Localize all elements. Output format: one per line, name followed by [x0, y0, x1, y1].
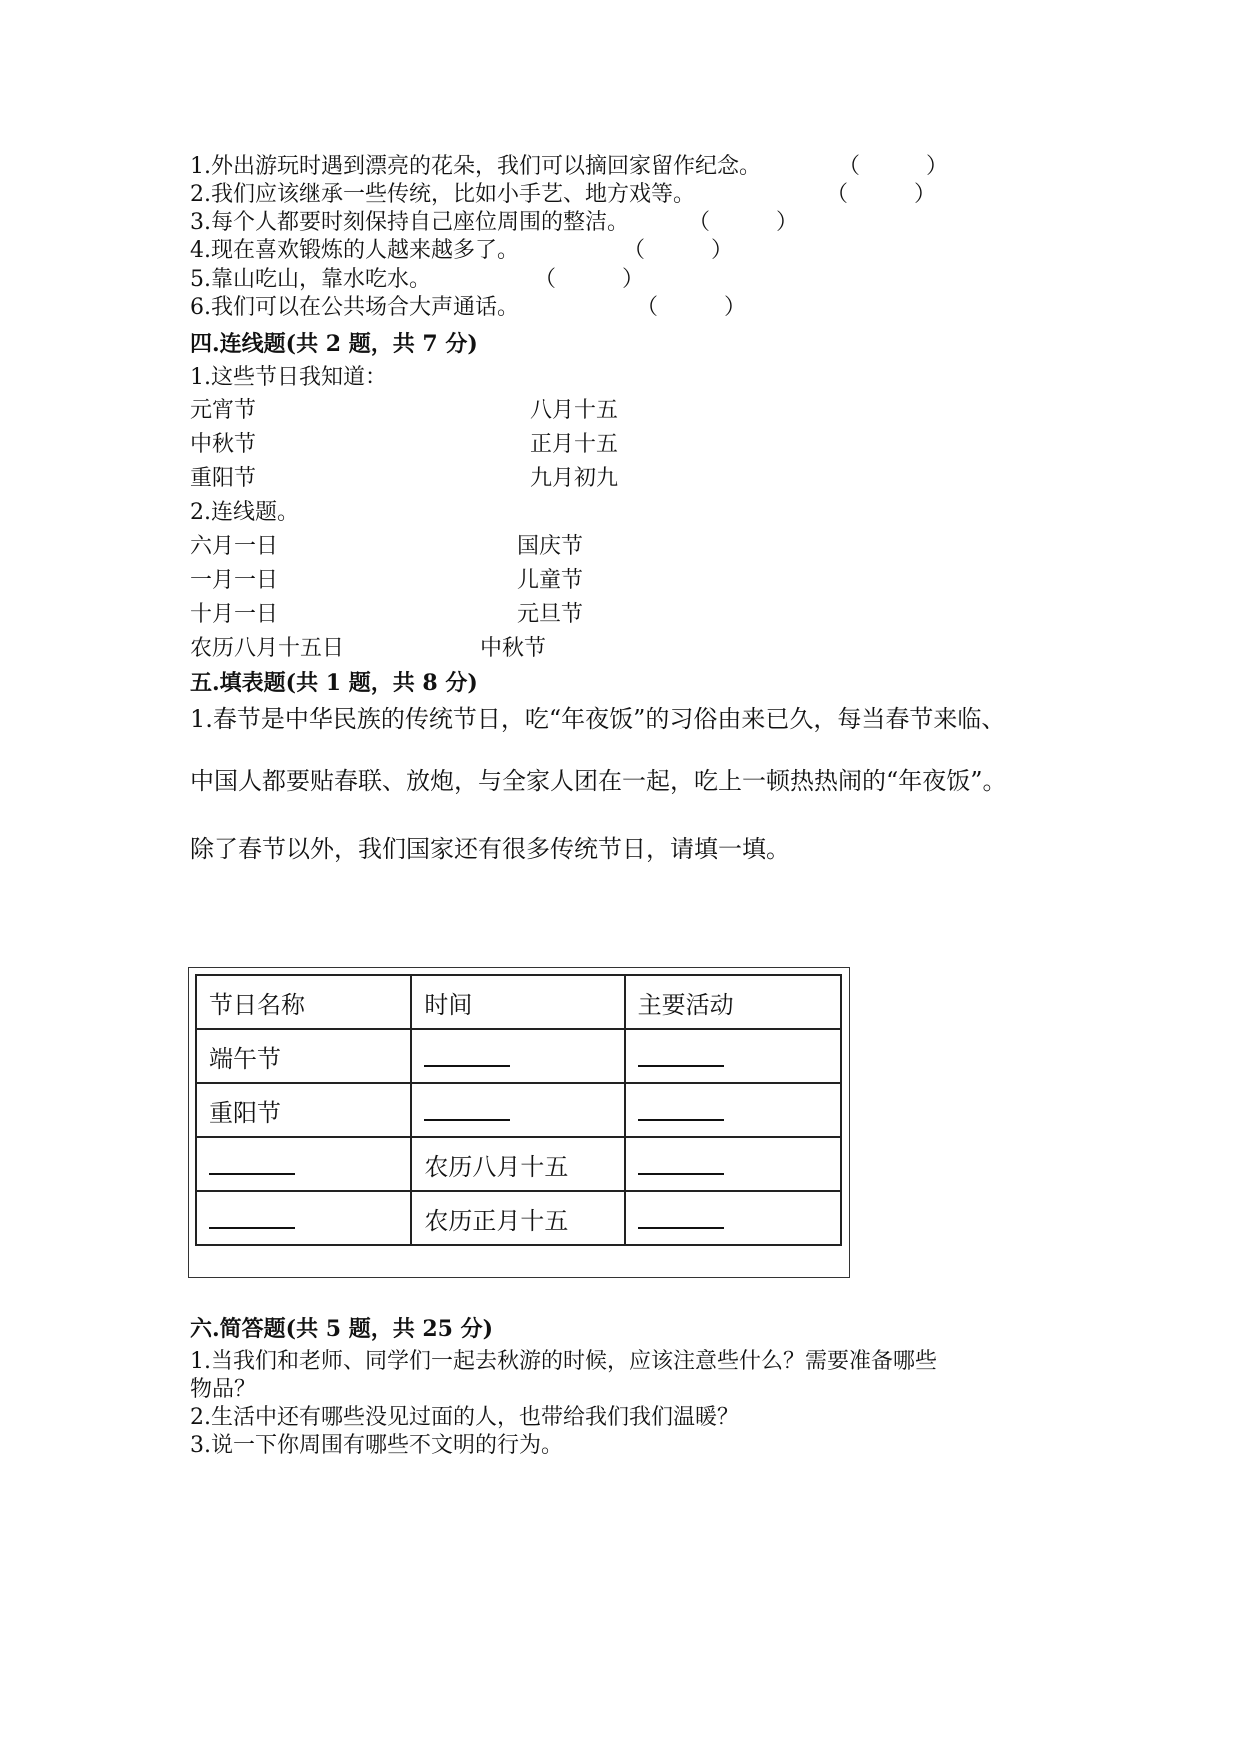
table-row	[196, 1029, 841, 1083]
matching-q2-title: 2.连线题。	[190, 500, 299, 525]
match-left-item[interactable]: 十月一日	[190, 602, 279, 627]
blank-line[interactable]	[209, 1155, 295, 1175]
answer-paren[interactable]: （ ）	[636, 295, 747, 320]
match-left-item[interactable]: 重阳节	[190, 466, 257, 491]
blank-line[interactable]	[638, 1155, 724, 1175]
fill-blank-cell[interactable]	[196, 1137, 411, 1191]
match-left-item[interactable]: 一月一日	[190, 568, 279, 593]
section-heading-table: 五.填表题(共 1 题，共 8 分)	[190, 670, 478, 696]
tf-text: 1.外出游玩时遇到漂亮的花朵，我们可以摘回家留作纪念。	[190, 154, 761, 179]
matching-q1-title: 1.这些节日我知道：	[190, 365, 387, 390]
table-header-row	[196, 975, 841, 1029]
blank-line[interactable]	[424, 1101, 510, 1121]
blank-line[interactable]	[424, 1047, 510, 1067]
match-right-item[interactable]: 国庆节	[517, 534, 584, 559]
match-right-item[interactable]: 元旦节	[517, 602, 584, 627]
table-row	[196, 1137, 841, 1191]
answer-paren[interactable]: （ ）	[623, 238, 734, 263]
fill-blank-cell[interactable]	[625, 1029, 841, 1083]
answer-paren[interactable]: （ ）	[534, 267, 645, 292]
match-right-item[interactable]: 儿童节	[517, 568, 584, 593]
fill-blank-cell[interactable]	[411, 1029, 624, 1083]
tf-text: 5.靠山吃山，靠水吃水。	[190, 267, 431, 292]
short-answer-question: 3.说一下你周围有哪些不文明的行为。	[190, 1433, 563, 1458]
fill-blank-cell[interactable]	[411, 1083, 624, 1137]
match-right-item[interactable]: 八月十五	[530, 398, 619, 423]
short-answer-question: 2.生活中还有哪些没见过面的人，也带给我们我们温暖？	[190, 1405, 739, 1430]
answer-paren[interactable]: （ ）	[688, 210, 799, 235]
match-left-item[interactable]: 中秋节	[190, 432, 257, 457]
table-row	[196, 1191, 841, 1245]
match-left-item[interactable]: 元宵节	[190, 398, 257, 423]
table-header-cell: 时间	[411, 975, 624, 1029]
section-heading-matching: 四.连线题(共 2 题，共 7 分)	[190, 331, 478, 357]
tf-text: 4.现在喜欢锻炼的人越来越多了。	[190, 238, 519, 263]
paragraph-line: 1.春节是中华民族的传统节日，吃“年夜饭”的习俗由来已久，每当春节来临、	[190, 705, 1006, 733]
match-right-item[interactable]: 正月十五	[530, 432, 619, 457]
blank-line[interactable]	[638, 1209, 724, 1229]
paragraph-line: 除了春节以外，我们国家还有很多传统节日，请填一填。	[190, 835, 790, 863]
table-header-cell: 主要活动	[625, 975, 841, 1029]
table-header-cell: 节日名称	[196, 975, 411, 1029]
fill-blank-cell[interactable]	[625, 1191, 841, 1245]
fill-blank-cell[interactable]	[625, 1083, 841, 1137]
section-heading-short-answer: 六.简答题(共 5 题，共 25 分)	[190, 1316, 494, 1342]
festival-table	[195, 974, 842, 1246]
match-left-item[interactable]: 六月一日	[190, 534, 279, 559]
tf-text: 6.我们可以在公共场合大声通话。	[190, 295, 519, 320]
table-cell: 端午节	[196, 1029, 411, 1083]
table-row	[196, 1083, 841, 1137]
fill-blank-cell[interactable]	[625, 1137, 841, 1191]
paragraph-line: 中国人都要贴春联、放炮，与全家人团在一起，吃上一顿热热闹的“年夜饭”。	[190, 767, 1007, 795]
match-right-item[interactable]: 中秋节	[480, 636, 547, 661]
blank-line[interactable]	[638, 1047, 724, 1067]
tf-text: 3.每个人都要时刻保持自己座位周围的整洁。	[190, 210, 629, 235]
answer-paren[interactable]: （ ）	[826, 182, 937, 207]
match-right-item[interactable]: 九月初九	[530, 466, 619, 491]
blank-line[interactable]	[209, 1209, 295, 1229]
blank-line[interactable]	[638, 1101, 724, 1121]
fill-blank-cell[interactable]	[196, 1191, 411, 1245]
tf-text: 2.我们应该继承一些传统，比如小手艺、地方戏等。	[190, 182, 695, 207]
table-cell: 农历正月十五	[411, 1191, 624, 1245]
answer-paren[interactable]: （ ）	[838, 154, 949, 179]
short-answer-question-cont: 物品？	[190, 1377, 257, 1402]
match-left-item[interactable]: 农历八月十五日	[190, 636, 345, 661]
table-cell: 农历八月十五	[411, 1137, 624, 1191]
table-cell: 重阳节	[196, 1083, 411, 1137]
short-answer-question: 1.当我们和老师、同学们一起去秋游的时候，应该注意些什么？需要准备哪些	[190, 1349, 937, 1374]
